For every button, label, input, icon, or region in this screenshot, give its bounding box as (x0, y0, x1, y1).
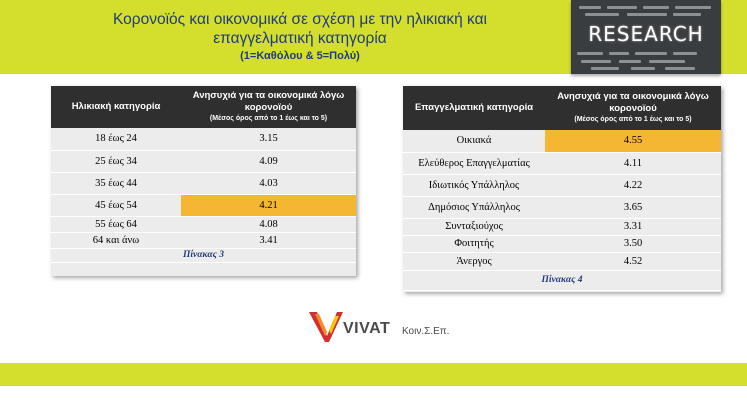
table-row-highlighted (51, 194, 356, 216)
row-value: 3.15 (181, 128, 356, 150)
table-row (51, 232, 356, 248)
row-label: 45 έως 54 (51, 194, 181, 216)
row-label: Οικιακά (403, 130, 545, 152)
table-4-panel (403, 86, 721, 292)
vivat-logo (303, 306, 448, 346)
table-row (403, 252, 721, 270)
row-value: 4.11 (545, 152, 721, 174)
table-header-row (403, 86, 721, 130)
row-label: 55 έως 64 (51, 216, 181, 232)
row-label: Άνεργος (403, 252, 545, 270)
row-value: 3.31 (545, 218, 721, 235)
row-label: 64 και άνω (51, 232, 181, 248)
vivat-v-mark-icon (305, 306, 345, 346)
col-economic-concern-label: Ανησυχιά για τα οικονομικά λόγω κορονοϊού (192, 90, 345, 113)
col-economic-concern-sub: (Μέσος όρος από το 1 έως και το 5) (574, 116, 692, 123)
row-value: 4.09 (181, 150, 356, 172)
table-4-caption: Πίνακας 4 (403, 270, 721, 290)
logo-name: VIVAT (343, 320, 391, 337)
table-row (403, 218, 721, 235)
age-category-table (51, 86, 356, 263)
row-label: Συνταξιούχος (403, 218, 545, 235)
col-economic-concern-sub: (Μέσος όρος από το 1 έως και το 5) (209, 115, 328, 122)
table-row (403, 174, 721, 196)
table-row (51, 216, 356, 232)
table-row (403, 196, 721, 218)
profession-category-table (403, 86, 721, 291)
col-economic-concern (181, 86, 356, 128)
row-value: 4.22 (545, 174, 721, 196)
row-value: 4.08 (181, 216, 356, 232)
row-value: 3.65 (545, 196, 721, 218)
row-value: 4.52 (545, 252, 721, 270)
row-label: Ελεύθερος Επαγγελματίας (403, 152, 545, 174)
research-word: RESEARCH (588, 22, 704, 46)
row-value-highlighted: 4.55 (545, 130, 721, 152)
title-subtitle: (1=Καθόλου & 5=Πολύ) (240, 50, 360, 62)
title-line-2: επαγγελματική κατηγορία (213, 30, 387, 47)
row-value: 3.50 (545, 235, 721, 252)
row-label: 35 έως 44 (51, 172, 181, 194)
caption-row (51, 248, 356, 262)
table-row-highlighted (403, 130, 721, 152)
table-row (403, 152, 721, 174)
logo-suffix: Κοιν.Σ.Επ. (402, 326, 450, 337)
row-label: 18 έως 24 (51, 128, 181, 150)
row-value-highlighted: 4.21 (181, 194, 356, 216)
row-value: 3.41 (181, 232, 356, 248)
table-row (51, 150, 356, 172)
table-header-row (51, 86, 356, 128)
row-label: 25 έως 34 (51, 150, 181, 172)
caption-row (403, 270, 721, 290)
research-chalkboard-image (571, 0, 721, 74)
col-profession-category: Επαγγελματική κατηγορία (403, 86, 545, 130)
col-economic-concern (545, 86, 721, 130)
page-title (70, 10, 530, 63)
row-label: Ιδιωτικός Υπάλληλος (403, 174, 545, 196)
row-label: Φοιτητής (403, 235, 545, 252)
table-3-panel (51, 86, 356, 276)
col-age-category: Ηλικιακή κατηγορία (51, 86, 181, 128)
title-line-1: Κορονοϊός και οικονομικά σε σχέση με την ηλικιακή και (113, 11, 487, 28)
table-row (403, 235, 721, 252)
row-label: Δημόσιος Υπάλληλος (403, 196, 545, 218)
table-row (51, 172, 356, 194)
footer-band (0, 363, 747, 386)
table-row (51, 128, 356, 150)
table-3-caption: Πίνακας 3 (51, 248, 356, 262)
col-economic-concern-label: Ανησυχιά για τα οικονομικά λόγω κορονοϊού (557, 91, 709, 114)
row-value: 4.03 (181, 172, 356, 194)
